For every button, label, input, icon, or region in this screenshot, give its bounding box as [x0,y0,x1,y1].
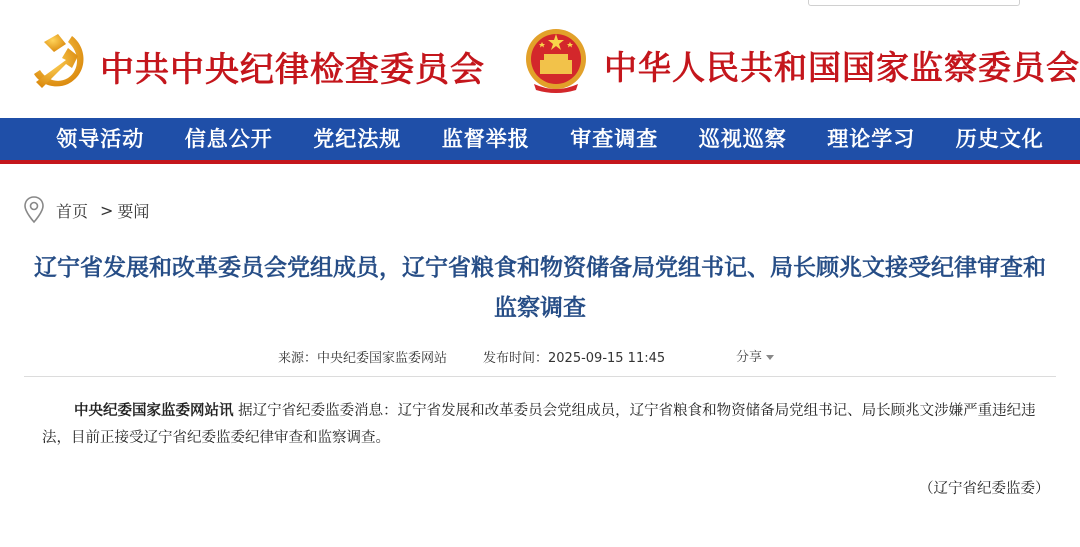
article-text: 据辽宁省纪委监委消息：辽宁省发展和改革委员会党组成员，辽宁省粮食和物资储备局党组书记、局长顾兆文涉嫌严重违纪违法，目前正接受辽宁省纪委监委纪律审查和监察调查。 [42,403,1036,446]
nav-item-disclosure[interactable]: 信息公开 [184,126,273,151]
chevron-down-icon [766,355,774,360]
nav-item-leadership[interactable]: 领导活动 [56,126,145,151]
location-pin-icon [22,195,46,225]
nav-item-history[interactable]: 历史文化 [955,126,1044,151]
nav-item-inspection[interactable]: 巡视巡察 [698,126,787,151]
nav-item-investigation[interactable]: 审查调查 [570,126,659,151]
nsc-title: 中华人民共和国国家监察委员会 [604,48,1080,87]
nav-item-regulations[interactable]: 党纪法规 [313,126,402,151]
breadcrumb-home[interactable]: 首页 [56,201,89,221]
article-title: 辽宁省发展和改革委员会党组成员，辽宁省粮食和物资储备局党组书记、局长顾兆文接受纪律审查和监察调查 [34,255,1046,321]
party-emblem-icon [28,30,90,92]
article-source: 来源：中央纪委国家监委网站 [278,351,448,366]
meta-divider [24,376,1056,377]
breadcrumb-separator: > [100,200,114,220]
site-header [0,0,1080,118]
share-button[interactable] [736,346,774,365]
article-meta [0,347,1080,367]
article-date: 发布时间：2025-09-15 11:45 [483,351,666,366]
nav-item-theory[interactable]: 理论学习 [827,126,916,151]
ccdi-title: 中共中央纪律检查委员会 [100,50,485,90]
share-label: 分享 [736,350,763,365]
main-nav [0,118,1080,160]
breadcrumb-current[interactable]: 要闻 [117,201,150,221]
national-emblem-icon [524,26,588,94]
article-body [42,398,1042,452]
nav-item-reporting[interactable]: 监督举报 [441,126,530,151]
breadcrumb [22,195,149,225]
article-signoff: （辽宁省纪委监委） [919,481,1050,497]
article-lead: 中央纪委国家监委网站讯 [74,403,234,419]
nav-divider [0,160,1080,164]
search-input[interactable] [808,0,1020,6]
